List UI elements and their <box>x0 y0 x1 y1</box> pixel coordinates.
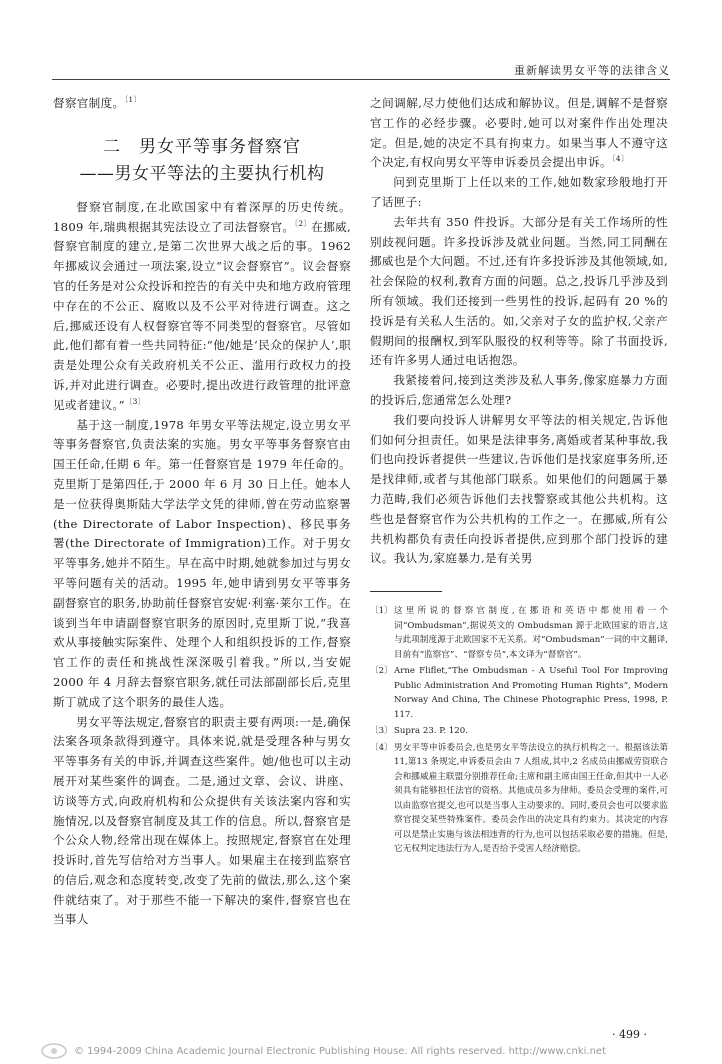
footnote-number: 〔4〕 <box>370 742 393 753</box>
footnote-divider <box>370 591 442 592</box>
paragraph-ombudsman-history <box>53 198 351 416</box>
running-head: 重新解读男女平等的法律含义 <box>514 64 670 77</box>
footnote-ref-2[interactable]: 〔2〕 <box>294 218 312 228</box>
section-title: 二 男女平等事务督察官 <box>103 136 301 157</box>
right-column <box>370 94 668 859</box>
footnote <box>370 604 668 662</box>
copyright-footer: © 1994-2009 China Academic Journal Electronic Publishing House. All rights reserved. http://www.cnki.net <box>74 1046 606 1057</box>
footnote-number: 〔3〕 <box>370 726 393 737</box>
paragraph-interview-followup: 我紧接着问,接到这类涉及私人事务,像家庭暴力方面的投诉后,您通常怎么处理? <box>370 373 668 407</box>
footnote-text: 男女平等申诉委员会,也是男女平等法设立的执行机构之一。根据该法第11,第13 条规定,申诉委员会由 7 人组成,其中,2 名成员由挪威劳资联合会和挪威雇主联盟分别推荐任命;主席和副主席由国王任命,但其中一人必须具有能够担任法官的资格。其他成员多为律师。委员会受理的案件,可以由监察官提交,也可以是当事人主动要求的。同时,委员会也可以要求监察官提交某些特殊案件。委员会作出的决定具有约束力。其决定的内容可以是禁止实施与该法相违背的行为,也可以包括采取必要的措施。但是,它无权判定违法行为人,是否给予受害人经济赔偿。 <box>394 742 668 855</box>
opening-text: 督察官制度。 <box>53 96 125 110</box>
page-number: · 499 · <box>612 1028 647 1041</box>
footnotes <box>370 604 668 857</box>
paragraph-ombudsman-duties: 男女平等法规定,督察官的职责主要有两项:一是,确保法案各项条款得到遵守。具体来说,就是受理各种与男女平等事务有关的申诉,并调查这些案件。她/他也可以主动展开对某些案件的调查。二是,通过文章、会议、讲座、访谈等方式,向政府机构和公众提供有关该法案内容和实施情况,以及督察官制度及其工作的信息。所以,督察官是个公众人物,经常出现在媒体上。按照规定,督察官在处理投诉时,首先写信给对方当事人。如果雇主在接到监察官的信后,观念和态度转变,改变了先前的做法,那么,这个案件就结束了。对于那些不能一下解决的案件,督察官也在当事人 <box>53 714 351 927</box>
section-heading <box>53 134 351 188</box>
left-column <box>53 94 351 930</box>
header-rule <box>52 79 670 80</box>
opening-line <box>53 94 351 114</box>
footnote-ref-1[interactable]: 〔1〕 <box>124 95 142 105</box>
footnote-text: Supra 23. P. 120. <box>394 726 468 737</box>
paragraph-interview-question: 问到克里斯丁上任以来的工作,她如数家珍般地打开了话匣子: <box>370 175 668 209</box>
paragraph-ombudsman-appointment: 基于这一制度,1978 年男女平等法规定,设立男女平等事务督察官,负责法案的实施。男女平等事务督察官由国王任命,任期 6 年。第一任督察官是 1979 年任命的。克里斯丁是第四任,于 2000 年 6 月 30 日上任。她本人是一位获得奥斯陆大学法学文凭的律师,曾在劳动监察署(the Directorate of Labor Inspection)、移民事务署(the Directorate of Immigration)工作。对于男女平等事务,她并不陌生。早在高中时期,她就参加过与男女平等问题有关的活动。1995 年,她申请到男女平等事务副督察官的职务,协助前任督察官安妮·利塞·莱尔工作。在谈到当年申请副督察官职务的原因时,克里斯丁说,“我喜欢从事接触实际案件、处理个人和组织投诉的工作,督察官工作的责任和挑战性深深吸引着我。”所以,当安妮 2000 年 4 月辞去督察官职务,就任司法部副部长后,克里斯丁就成了这个职务的最佳人选。 <box>53 417 351 709</box>
paragraph-mediation <box>370 94 668 173</box>
section-subtitle: ——男女平等法的主要执行机构 <box>79 163 325 184</box>
paragraph-text: 之间调解,尽力使他们达成和解协议。但是,调解不是督察官工作的必经步骤。必要时,她可以对案件作出处理决定。但是,她的决定不具有拘束力。如果当事人不遵守这个决定,有权向男女平等申诉委员会提出申诉。 <box>370 96 668 170</box>
footnote-number: 〔2〕 <box>370 666 393 677</box>
footnote <box>370 741 668 857</box>
footnote-text: Arne Fliflet,“The Ombudsman - A Useful Tool For Improving Public Administration And Promoting Human Rights”, Modern Norway And China, The Chinese Photographic Press, 1998, P. 117. <box>394 666 668 720</box>
footnote-ref-3[interactable]: 〔3〕 <box>124 396 146 406</box>
paragraph-handling-answer: 我们要向投诉人讲解男女平等法的相关规定,告诉他们如何分担责任。如果是法律事务,离婚或者某种事故,我们也向投诉者提供一些建议,告诉他们是找家庭事务所,还是找律师,或者与其他部门联系。如果他们的问题属于暴力范畴,我们必须告诉他们去找警察或其他公共机构。这些也是督察官作为公共机构的工作之一。在挪威,所有公共机构都负有责任向投诉者提供,应到那个部门投诉的建议。我认为,家庭暴力,是有关男 <box>370 412 668 566</box>
footnote-text: 这里所说的督察官制度,在挪语和英语中都使用着一个词“Ombudsman”,据说英文的 Ombudsman 源于北欧国家的语言,这与此项制度源于北欧国家不无关系。对“Ombudsman”一词的中文翻译,目前有“监察官”、“督察专员”,本文译为“督察官”。 <box>394 606 668 660</box>
paragraph-complaints-stats: 去年共有 350 件投诉。大部分是有关工作场所的性别歧视问题。许多投诉涉及就业问题。当然,同工同酬在挪威也是个大问题。不过,还有许多投诉涉及其他领域,如,社会保险的权利,教育方面的问题。总之,投诉几乎涉及到所有领域。我们还接到一些男性的投诉,起码有 20 %的投诉是有关私人生活的。如,父亲对子女的监护权,父亲产假期间的报酬权,到军队服役的权利等等。除了书面投诉,还有许多男人通过电话抱怨。 <box>370 214 668 368</box>
footnote-number: 〔1〕 <box>370 606 393 617</box>
footnote <box>370 724 668 739</box>
paragraph-text: 督察官制度,在北欧国家中有着深厚的历史传统。1809 年,瑞典根据其宪法设立了司法督察官。 <box>53 199 351 234</box>
cnki-logo-icon <box>40 1042 68 1060</box>
paragraph-text: 在挪威,督察官制度的建立,是第二次世界大战之后的事。1962 年挪威议会通过一项法案,设立“议会督察官”。议会督察官的任务是对公众投诉和控告的有关中央和地方政府管理中存在的不公正、腐败以及不公平对待进行调查。这之后,挪威还设有人权督察官等不同类型的督察官。尽管如此,他们都有着一些共同特征:“他/她是‘民众的保护人’,职责是处理公众有关政府机关不公正、滥用行政权力的投诉,并对此进行调查。必要时,提出改进行政管理的批评意见或者建议。” <box>53 219 352 412</box>
footnote <box>370 664 668 722</box>
footnote-ref-4[interactable]: 〔4〕 <box>611 154 629 164</box>
